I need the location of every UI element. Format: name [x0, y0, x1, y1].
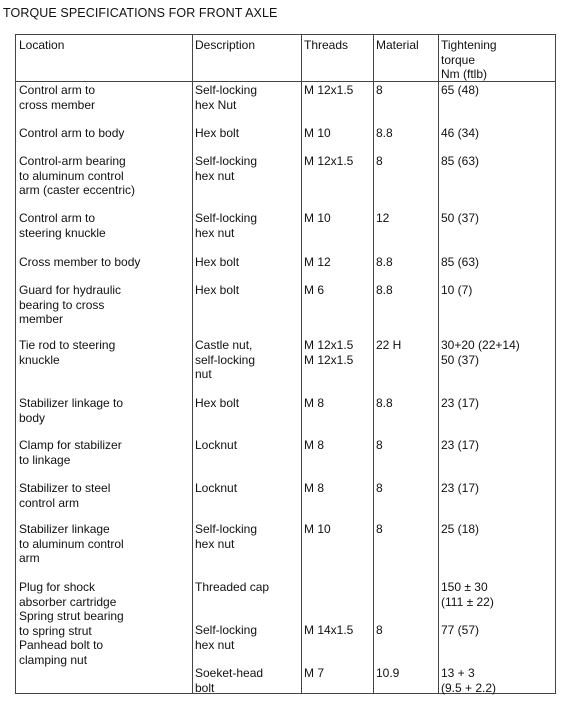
cell-material: 12	[376, 211, 390, 225]
cell-location: Tie rod to steering knuckle	[19, 338, 116, 367]
cell-material: 8.8	[376, 126, 393, 140]
cell-threads: M 12x1.5 M 12x1.5	[304, 338, 354, 367]
cell-threads: M 10	[304, 211, 331, 225]
cell-torque: 150 ± 30 (111 ± 22)	[441, 580, 494, 609]
cell-description: Self-locking hex nut	[195, 211, 258, 240]
cell-description: Hex bolt	[195, 396, 240, 410]
header-location: Location	[19, 38, 65, 52]
header-threads: Threads	[304, 38, 349, 52]
cell-torque: 50 (37)	[441, 211, 480, 225]
cell-location: Spring strut bearing to spring strut	[19, 609, 124, 638]
cell-description: Hex bolt	[195, 126, 240, 140]
cell-description: Locknut	[195, 481, 238, 495]
cell-description: Locknut	[195, 438, 238, 452]
cell-torque: 13 + 3 (9.5 + 2.2)	[441, 666, 497, 695]
cell-torque: 30+20 (22+14) 50 (37)	[441, 338, 520, 367]
header-description: Description	[195, 38, 256, 52]
cell-material: 8	[376, 623, 383, 637]
cell-material: 10.9	[376, 666, 400, 680]
cell-description: Hex bolt	[195, 283, 240, 297]
cell-material: 8	[376, 154, 383, 168]
cell-material: 8	[376, 522, 383, 536]
cell-threads: M 8	[304, 481, 325, 495]
cell-description: Threaded cap	[195, 580, 270, 594]
cell-threads: M 7	[304, 666, 325, 680]
cell-threads: M 10	[304, 126, 331, 140]
cell-location: Clamp for stabilizer to linkage	[19, 438, 122, 467]
cell-threads: M 12	[304, 255, 331, 269]
cell-torque: 65 (48)	[441, 83, 480, 97]
cell-torque: 10 (7)	[441, 283, 473, 297]
cell-location: Panhead bolt to clamping nut	[19, 638, 104, 667]
cell-description: Self-locking hex nut	[195, 522, 258, 551]
cell-location: Cross member to body	[19, 255, 141, 269]
cell-description: Self-locking hex nut	[195, 154, 258, 183]
column-divider	[301, 35, 302, 693]
cell-location: Stabilizer linkage to body	[19, 396, 124, 425]
column-divider	[373, 35, 374, 693]
page-title: TORQUE SPECIFICATIONS FOR FRONT AXLE	[3, 6, 278, 20]
cell-location: Control arm to cross member	[19, 83, 96, 112]
cell-material: 8.8	[376, 283, 393, 297]
cell-material: 8.8	[376, 255, 393, 269]
cell-description: Soeket-head bolt	[195, 666, 264, 695]
cell-material: 8.8	[376, 396, 393, 410]
cell-threads: M 8	[304, 396, 325, 410]
column-divider	[192, 35, 193, 693]
cell-location: Plug for shock absorber cartridge	[19, 580, 117, 609]
cell-torque: 85 (63)	[441, 255, 480, 269]
cell-location: Stabilizer to steel control arm	[19, 481, 111, 510]
cell-location: Control arm to steering knuckle	[19, 211, 106, 240]
cell-threads: M 12x1.5	[304, 83, 354, 97]
cell-torque: 23 (17)	[441, 481, 480, 495]
cell-location: Control arm to body	[19, 126, 125, 140]
column-divider	[438, 35, 439, 693]
cell-material: 8	[376, 481, 383, 495]
cell-threads: M 12x1.5	[304, 154, 354, 168]
cell-torque: 85 (63)	[441, 154, 480, 168]
cell-threads: M 6	[304, 283, 325, 297]
cell-material: 22 H	[376, 338, 402, 352]
cell-threads: M 10	[304, 522, 331, 536]
header-material: Material	[376, 38, 419, 52]
cell-material: 8	[376, 438, 383, 452]
cell-torque: 25 (18)	[441, 522, 480, 536]
cell-description: Castle nut, self-locking nut	[195, 338, 256, 381]
cell-threads: M 8	[304, 438, 325, 452]
cell-torque: 23 (17)	[441, 438, 480, 452]
cell-description: Hex bolt	[195, 255, 240, 269]
cell-location: Stabilizer linkage to aluminum control arm	[19, 522, 124, 565]
cell-location: Guard for hydraulic bearing to cross member	[19, 283, 122, 326]
cell-torque: 23 (17)	[441, 396, 480, 410]
cell-torque: 46 (34)	[441, 126, 480, 140]
cell-description: Self-locking hex Nut	[195, 83, 258, 112]
cell-material: 8	[376, 83, 383, 97]
cell-torque: 77 (57)	[441, 623, 480, 637]
cell-threads: M 14x1.5	[304, 623, 354, 637]
header-torque: Tightening torque Nm (ftlb)	[441, 38, 497, 81]
cell-location: Control-arm bearing to aluminum control arm (caster eccentric)	[19, 154, 136, 197]
cell-description: Self-locking hex nut	[195, 623, 258, 652]
torque-table	[15, 34, 556, 694]
